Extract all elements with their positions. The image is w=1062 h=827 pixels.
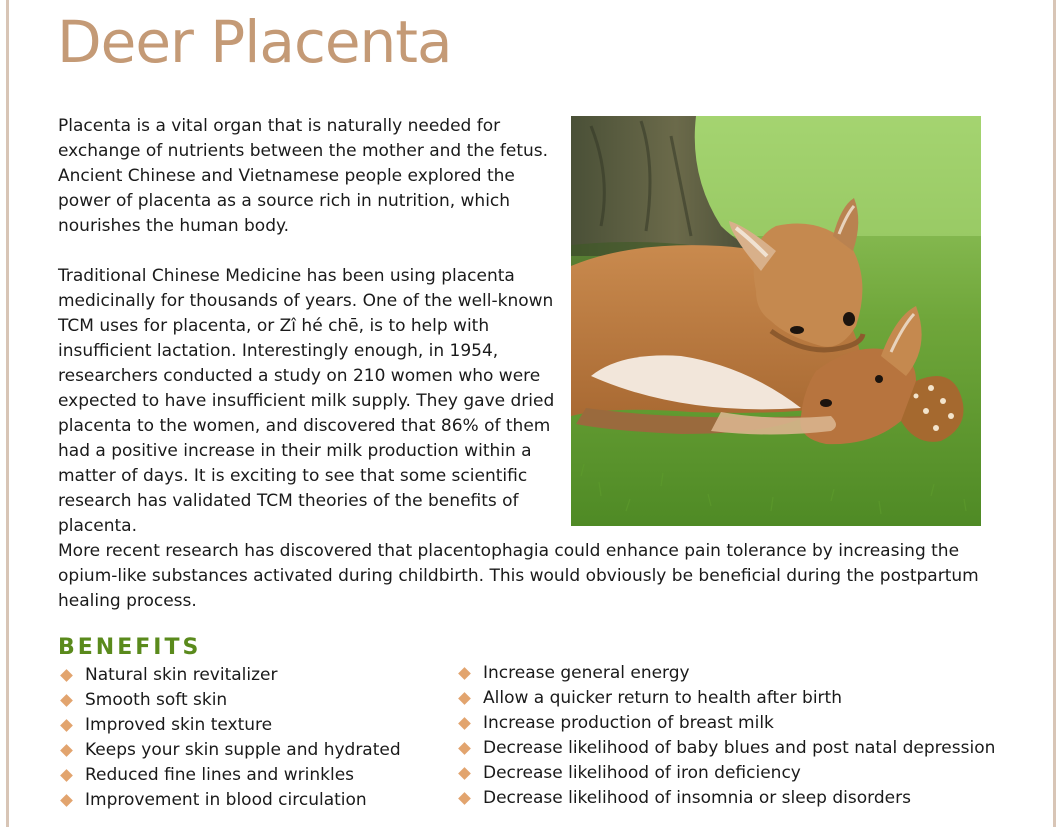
- list-item: [58, 788, 448, 813]
- list-item: [58, 763, 448, 788]
- intro-paragraph-1: Placenta is a vital organ that is naturally needed for exchange of nutrients between the mother and the fetus. Ancient Chinese and Vietnamese people explored the power of placenta as a source rich in nutrition, which nourishes the human body.: [58, 116, 549, 236]
- research-paragraph: More recent research has discovered that placentophagia could enhance pain tolerance by increasing the opium-like substances activated during childbirth. This would obviously be beneficial during the postpartum healing process.: [58, 541, 979, 611]
- list-item-label: Reduced fine lines and wrinkles: [85, 765, 355, 785]
- list-item-label: Improvement in blood circulation: [85, 790, 367, 810]
- list-item: [456, 661, 1046, 686]
- list-item-label: Decrease likelihood of insomnia or sleep disorders: [483, 788, 911, 808]
- intro-paragraph-2: Traditional Chinese Medicine has been using placenta medicinally for thousands of years. One of the well-known TCM uses for placenta, or Zî hé chē, is to help with insufficient lactation. Interestingly enough, in 1954, researchers conducted a study on 210 women who were expected to have insufficient milk supply. They gave dried placenta to the women, and discovered that 86% of them had a positive increase in their milk production within a matter of days. It is exciting to see that some scientific research has validated TCM theories of the benefits of placenta.: [58, 266, 555, 536]
- list-item-label: Improved skin texture: [85, 715, 273, 735]
- diamond-bullet-icon: [60, 669, 73, 682]
- page-title: Deer Placenta: [57, 8, 452, 76]
- list-item-label: Decrease likelihood of iron deficiency: [483, 763, 801, 783]
- diamond-bullet-icon: [60, 769, 73, 782]
- benefits-heading: BENEFITS: [58, 635, 202, 660]
- list-item-label: Smooth soft skin: [85, 690, 228, 710]
- benefits-list-right: [456, 661, 1046, 811]
- list-item: [58, 688, 448, 713]
- diamond-bullet-icon: [458, 742, 471, 755]
- list-item: [456, 686, 1046, 711]
- diamond-bullet-icon: [458, 717, 471, 730]
- list-item-label: Increase general energy: [483, 663, 690, 683]
- diamond-bullet-icon: [458, 667, 471, 680]
- diamond-bullet-icon: [458, 692, 471, 705]
- diamond-bullet-icon: [60, 744, 73, 757]
- diamond-bullet-icon: [60, 719, 73, 732]
- left-border: [6, 0, 9, 827]
- list-item: [58, 713, 448, 738]
- list-item: [456, 786, 1046, 811]
- diamond-bullet-icon: [458, 767, 471, 780]
- list-item-label: Decrease likelihood of baby blues and post natal depression: [483, 738, 996, 758]
- diamond-bullet-icon: [458, 792, 471, 805]
- diamond-bullet-icon: [60, 794, 73, 807]
- list-item: [456, 711, 1046, 736]
- benefits-list-left: [58, 663, 448, 813]
- list-item-label: Natural skin revitalizer: [85, 665, 278, 685]
- list-item-label: Allow a quicker return to health after birth: [483, 688, 842, 708]
- list-item: [456, 736, 1046, 761]
- list-item-label: Increase production of breast milk: [483, 713, 774, 733]
- deer-and-fawn-photo: [571, 116, 981, 526]
- diamond-bullet-icon: [60, 694, 73, 707]
- list-item: [456, 761, 1046, 786]
- right-border: [1053, 0, 1056, 827]
- list-item: [58, 663, 448, 688]
- list-item-label: Keeps your skin supple and hydrated: [85, 740, 401, 760]
- list-item: [58, 738, 448, 763]
